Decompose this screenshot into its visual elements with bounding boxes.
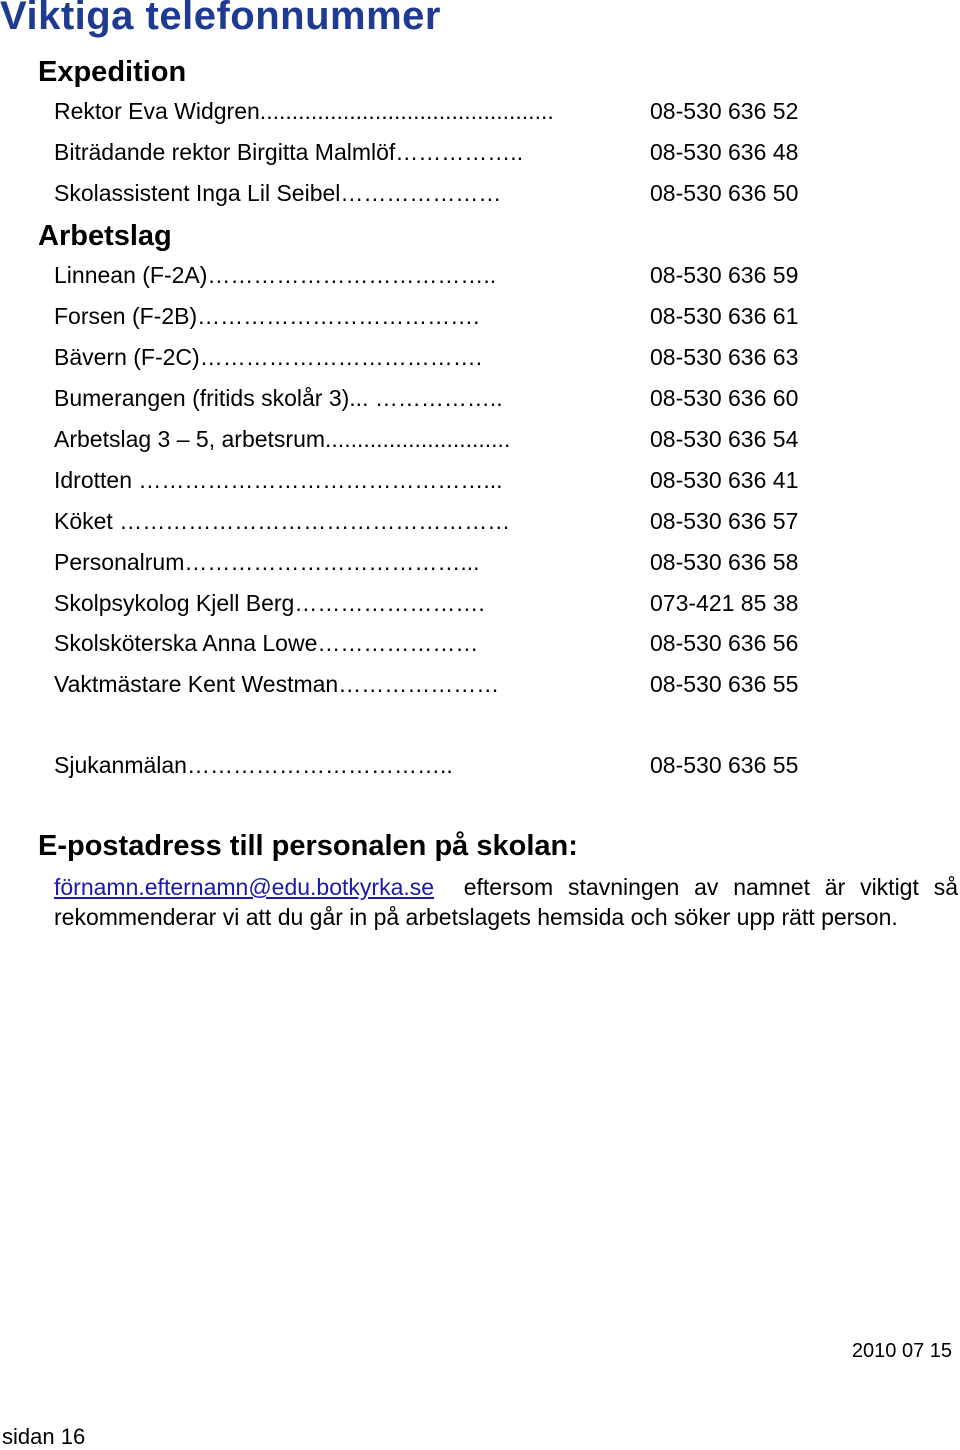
phone-entry	[54, 139, 799, 166]
document-date: 2010 07 15	[851, 1340, 952, 1362]
entry-label: Skolpsykolog Kjell Berg…………………….	[54, 590, 485, 616]
entry-label: Vaktmästare Kent Westman…………………	[54, 671, 500, 697]
entry-number: 08-530 636 55	[650, 752, 799, 778]
section-heading-arbetslag: Arbetslag	[38, 220, 172, 252]
entry-number: 08-530 636 58	[650, 549, 799, 575]
entry-label: Linnean (F-2A)………………………………..	[54, 262, 497, 288]
phone-entry	[54, 180, 799, 207]
entry-number: 08-530 636 59	[650, 262, 799, 288]
sick-report-entry	[54, 752, 799, 779]
entry-number: 08-530 636 60	[650, 385, 799, 411]
phone-entry	[54, 590, 799, 617]
email-address-link[interactable]: förnamn.efternamn@edu.botkyrka.se	[54, 874, 435, 900]
email-note-text: eftersom stavningen av namnet är viktigt så rekommenderar vi att du går in på arbetslagets hemsida och söker upp rätt person.	[54, 874, 958, 930]
page-title: Viktiga telefonnummer	[0, 0, 441, 38]
entry-label: Sjukanmälan……………………………..	[54, 752, 453, 778]
entry-number: 08-530 636 54	[650, 426, 799, 452]
page-number: sidan 16	[2, 1424, 86, 1449]
email-heading: E-postadress till personalen på skolan:	[38, 830, 578, 862]
phone-entry	[54, 426, 799, 453]
entry-label: Forsen (F-2B)……………………………….	[54, 303, 480, 329]
phone-entry	[54, 671, 799, 698]
entry-number: 08-530 636 50	[650, 180, 799, 206]
email-note	[54, 872, 958, 932]
entry-number: 08-530 636 56	[650, 630, 799, 656]
phone-entry	[54, 303, 799, 330]
entry-label: Köket ……………………………………………	[54, 508, 511, 534]
phone-entry	[54, 385, 799, 412]
phone-entry	[54, 262, 799, 289]
entry-number: 08-530 636 63	[650, 344, 799, 370]
phone-entry	[54, 630, 799, 657]
entry-label: Idrotten ………………………………………...	[54, 467, 503, 493]
entry-label: Skolassistent Inga Lil Seibel…………………	[54, 180, 502, 206]
phone-entry	[54, 344, 799, 371]
phone-entry	[54, 467, 799, 494]
entry-label: Arbetslag 3 – 5, arbetsrum.............................	[54, 426, 511, 452]
entry-number: 08-530 636 52	[650, 98, 799, 124]
entry-label: Rektor Eva Widgren..............................................	[54, 98, 554, 124]
entry-label: Bumerangen (fritids skolår 3)... ……………..	[54, 385, 503, 411]
entry-label: Skolsköterska Anna Lowe…………………	[54, 630, 479, 656]
entry-label: Biträdande rektor Birgitta Malmlöf……………..	[54, 139, 524, 165]
phone-entry	[54, 508, 799, 535]
entry-label: Bävern (F-2C)……………………………….	[54, 344, 483, 370]
entry-number: 08-530 636 55	[650, 671, 799, 697]
entry-number: 08-530 636 41	[650, 467, 799, 493]
entry-number: 08-530 636 57	[650, 508, 799, 534]
phone-entry	[54, 98, 799, 125]
section-heading-expedition: Expedition	[38, 56, 187, 88]
entry-label: Personalrum………………………………...	[54, 549, 480, 575]
phone-entry	[54, 549, 799, 576]
entry-number: 073-421 85 38	[650, 590, 799, 616]
entry-number: 08-530 636 48	[650, 139, 799, 165]
entry-number: 08-530 636 61	[650, 303, 799, 329]
